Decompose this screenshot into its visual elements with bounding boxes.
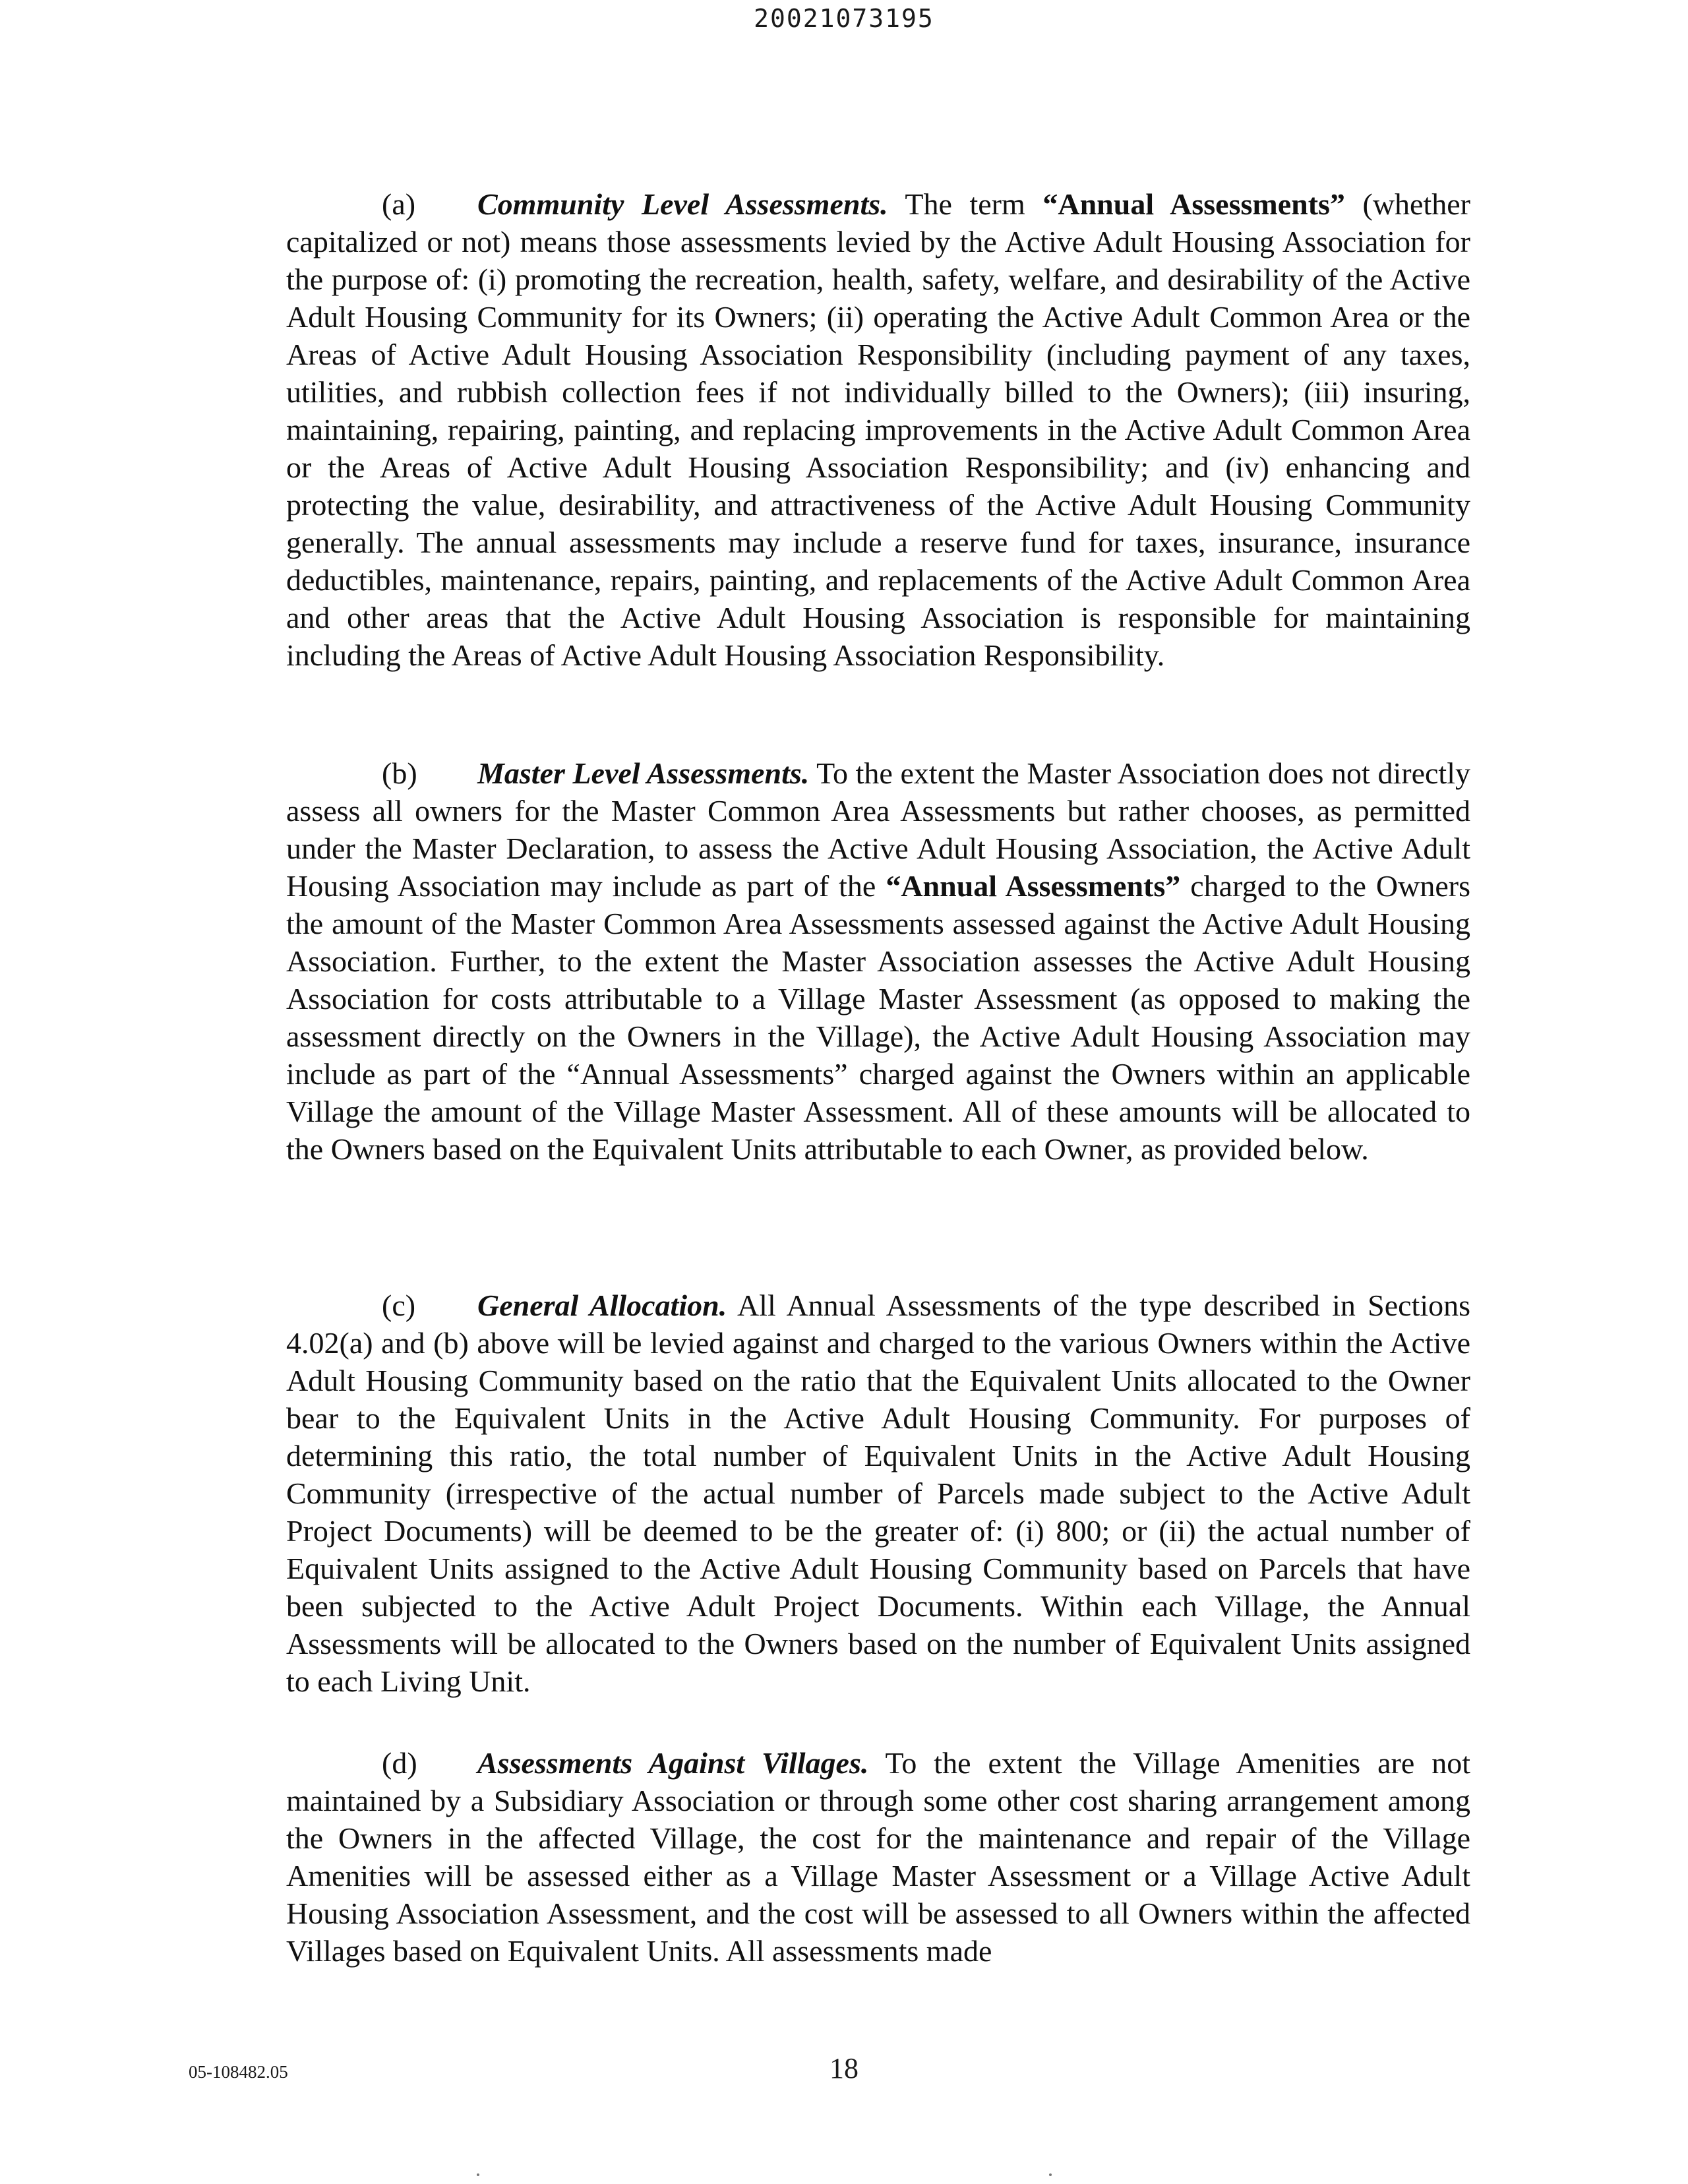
- section-text: To the extent the Village Amenities are not maintained by a Subsidiary Association or through some other cost sharing arrangement among the Owners in the affected Village, the cost for the maintenance and repair of the Village Amenities will be assessed either as a Village Master Assessment or a Village Active Adult Housing Association Assessment, and the cost will be assessed to all Owners within the affected Villages based on Equivalent Units. All assessments made: [286, 1746, 1470, 1968]
- defined-term: “Annual Assessments”: [1042, 187, 1345, 221]
- section-heading: Master Level Assessments.: [477, 756, 810, 790]
- section-marker: (c): [382, 1289, 416, 1322]
- section-heading: Assessments Against Villages.: [477, 1746, 869, 1780]
- section-marker: (a): [382, 187, 416, 221]
- scan-speck: [477, 2173, 479, 2176]
- section-b-paragraph: [286, 754, 1470, 1168]
- section-d-paragraph: [286, 1744, 1470, 1970]
- section-c-paragraph: [286, 1287, 1470, 1700]
- section-marker: (d): [382, 1746, 417, 1780]
- section-a-paragraph: [286, 185, 1470, 674]
- defined-term: “Annual Assessments”: [886, 869, 1181, 903]
- scan-speck: [1049, 2173, 1052, 2176]
- section-heading: General Allocation.: [477, 1289, 727, 1322]
- section-heading: Community Level Assessments.: [477, 187, 888, 221]
- section-text: charged to the Owners the amount of the Master Common Area Assessments assessed against the Active Adult Housing Association. Further, to the extent the Master Association assesses the Active Adult Housing Association for costs attributable to a Village Master Assessment (as opposed to making the assessment directly on the Owners in the Village), the Active Adult Housing Association may include as part of the “Annual Assessments” charged against the Owners within an applicable Village the amount of the Village Master Assessment. All of these amounts will be allocated to the Owners based on the Equivalent Units attributable to each Owner, as provided below.: [286, 869, 1470, 1166]
- section-text: All Annual Assessments of the type described in Sections 4.02(a) and (b) above will be levied against and charged to the various Owners within the Active Adult Housing Community based on the ratio that the Equivalent Units allocated to the Owner bear to the Equivalent Units in the Active Adult Housing Community. For purposes of determining this ratio, the total number of Equivalent Units in the Active Adult Housing Community (irrespective of the actual number of Parcels made subject to the Active Adult Project Documents) will be deemed to be the greater of: (i) 800; or (ii) the actual number of Equivalent Units assigned to the Active Adult Housing Community based on Parcels that have been subjected to the Active Adult Project Documents. Within each Village, the Annual Assessments will be allocated to the Owners based on the number of Equivalent Units assigned to each Living Unit.: [286, 1289, 1471, 1698]
- section-text: To the extent the Master Association does not directly assess all owners for the Master Common Area Assessments but rather chooses, as permitted under the Master Declaration, to assess the Active Adult Housing Association, the Active Adult Housing Association may include as part of the: [286, 756, 1470, 903]
- document-number: 20021073195: [754, 4, 934, 33]
- footer-document-code: 05-108482.05: [189, 2062, 288, 2082]
- section-marker: (b): [382, 756, 417, 790]
- section-text: (whether capitalized or not) means those assessments levied by the Active Adult Housing Association for the purpose of: (i) promoting the recreation, health, safety, welfare, and desirability of the Active Adult Housing Community for its Owners; (ii) operating the Active Adult Common Area or the Areas of Active Adult Housing Association Responsibility (including payment of any taxes, utilities, and rubbish collection fees if not individually billed to the Owners); (iii) insuring, maintaining, repairing, painting, and replacing improvements in the Active Adult Common Area or the Areas of Active Adult Housing Association Responsibility; and (iv) enhancing and protecting the value, desirability, and attractiveness of the Active Adult Housing Community generally. The annual assessments may include a reserve fund for taxes, insurance, insurance deductibles, maintenance, repairs, painting, and replacements of the Active Adult Common Area and other areas that the Active Adult Housing Association is responsible for maintaining including the Areas of Active Adult Housing Association Responsibility.: [286, 187, 1470, 672]
- page-number: 18: [829, 2052, 859, 2084]
- section-text: The term: [888, 187, 1043, 221]
